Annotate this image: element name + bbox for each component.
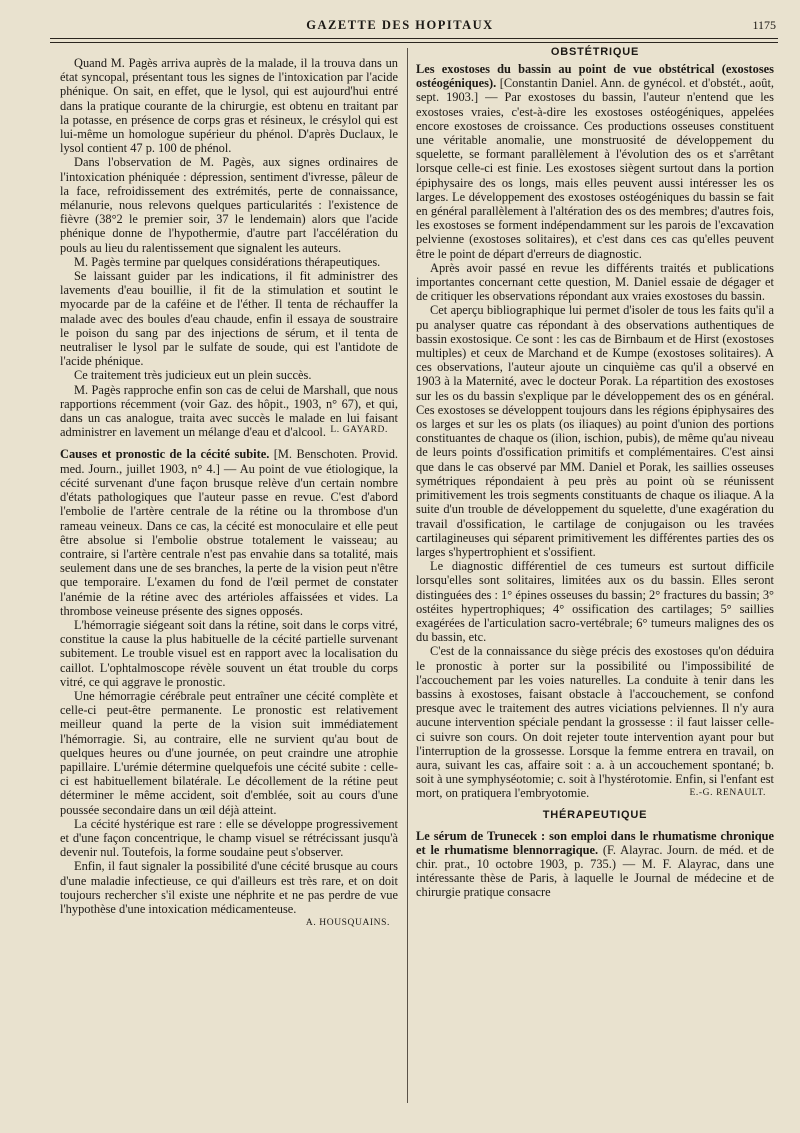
paragraph: Ce traitement très judicieux eut un plein succès. xyxy=(74,368,312,383)
paragraph: Dans l'observation de M. Pagès, aux signes ordinaires de l'intoxication phéniquée : dépression, sentiment d'ivresse, pâleur de la face, refroidissement des extrémités, perte de connaissance, mélanurie, nous relevons quelques particularités : l'existence de fièvre (38°2 le premier soir, 37 le lendemain) alors que l'acide phénique donne de l'hypothermie, d'autre part l'accélération du pouls au lieu du ralentissement que signalent les auteurs. xyxy=(60,155,398,255)
header-rule-thin xyxy=(50,42,778,43)
right-column xyxy=(416,46,774,900)
article-title: Les exostoses du bassin au point de vue obstétrical (exostoses ostéogéniques). xyxy=(416,62,774,91)
paragraph: — M. F. Alayrac, dans une intéressante thèse de Paris, à laquelle le Journal de médecine et de chirurgie pratique consacre xyxy=(416,856,774,900)
paragraph: Le diagnostic différentiel de ces tumeurs est surtout difficile lorsqu'elles sont solitaires, limitées aux os du bassin. Elles seront distinguées des : 1° épines osseuses du bassin; 2° fractures du bassin; 3° ostéites hypertrophiques; 4° ossification des cartilages; 5° saillies exagérées de l'articulation sacro-vertébrale; 6° tumeurs malignes des os du bassin, etc. xyxy=(416,559,774,645)
paragraph: Après avoir passé en revue les différents traités et publications importantes concernant cette question, M. Daniel essaie de dégager et de critiquer les observations répondant aux vraies exostoses du bassin. xyxy=(416,260,774,304)
article-citation: [M. Benschoten. Provid. med. Journ., juillet 1903, n° 4.] xyxy=(60,447,398,476)
section-heading-therapeutique: THÉRAPEUTIQUE xyxy=(542,808,648,821)
paragraph-text: C'est de la connaissance du siège précis des exostoses qu'on déduira le pronostic à porter sur la possibilité ou l'impossibilité de l'accouchement par les voies naturelles. La conduite à tenir dans les bassins à exostoses, faisant obstacle à l'accouchement, se confond presque avec le traitement des autres viciations pelviennes. Il n'y aura aucune intervention spéciale pendant la grossesse : il faut laisser celle-ci suivre son cours. On doit rejeter toute intervention ayant pour but l'interruption de la grossesse. Lorsque la femme entrera en travail, on aura, suivant les cas, affaire soit : a. à un accouchement spontané; b. soit à une symphyséotomie; c. soit à l'hystérotomie. Enfin, si l'enfant est mort, on pratiquera l'embryotomie. xyxy=(416,644,774,801)
paragraph: M. Pagès termine par quelques considérations thérapeutiques. xyxy=(74,254,381,269)
article-title: Le sérum de Trunecek : son emploi dans le rhumatisme chronique et le rhumatisme blennorragique. xyxy=(416,828,774,857)
author-signature: L. GAYARD. xyxy=(330,425,388,436)
article-causes-cecite xyxy=(60,447,398,617)
paragraph: Se laissant guider par les indications, il fit administrer des lavements d'eau bouillie, il fit de la stimulation et soutint le myocarde par de la caféine et de l'éther. Il tenta de réchauffer la malade avec des boules d'eau chaude, enfin il essaya de soustraire le poison du sang par des injections de sérum, et il tenta de neutraliser le lysol par le sulfate de soude, qui est l'antidote de l'acide phénique. xyxy=(60,269,398,369)
paragraph xyxy=(60,859,398,929)
author-signature: E.-G. RENAULT. xyxy=(689,788,766,799)
page-header-title: GAZETTE DES HOPITAUX xyxy=(306,18,494,32)
paragraph: La cécité hystérique est rare : elle se développe progressivement et d'une façon concentrique, le champ visuel se rétrécissant jusqu'à devenir nul. Toutefois, la forme soudaine peut s'observer. xyxy=(60,816,398,860)
article-serum-trunecek xyxy=(416,829,774,900)
paragraph: Cet aperçu bibliographique lui permet d'isoler de tous les faits qu'il a pu analyser quatre cas répondant à des observations authentiques de bassin exostosique. Ce sont : les cas de Birnbaum et de Hirst (exostoses multiples) et ceux de Marchand et de Kumpe (exostoses solitaires). A ces observations, l'auteur ajoute un cinquième cas qu'il a observé en 1903 à la Maternité, avec le docteur Porak. La répartition des exostoses sur les os du bassin s'explique par le développement des os en général. Ces exostoses se développent toujours dans les régions épiphysaires des os larges et sur les os plats (os iliaques) au point d'union des portions constituantes de chaque os (ilion, ischion, pubis), de même qu'au niveau de leurs points d'ossification primitifs et complémentaires. C'est ainsi que dans le cas observé par MM. Daniel et Porak, les saillies osseuses symétriques répondaient à peu près au point où se réunissent primitivement les trois segments constituants de chaque os iliaque. A la suite d'un trouble de développement du squelette, d'une exagération du travail d'ossification, le cartilage de conjugaison ou les travées cartilagineuses qui séparent primitivement les différentes parties des os larges s'hypertrophient et s'ossifient. xyxy=(416,303,774,559)
article-exostoses xyxy=(416,62,774,261)
paragraph: L'hémorragie siégeant soit dans la rétine, soit dans le corps vitré, constitue la cause la plus habituelle de la cécité partielle survenant subitement. Le trouble visuel est en rapport avec la localisation du caillot. L'ophtalmoscope révèle souvent un état trouble du corps vitré, ce qui aggrave le pronostic. xyxy=(60,617,398,689)
article-title: Causes et pronostic de la cécité subite. xyxy=(60,447,270,462)
paragraph: — Par exostoses du bassin, l'auteur n'entend que les exostoses vraies, c'est-à-dire les exostoses ostéogéniques, appelées encore exostoses de croissance. Ces productions osseuses constituent une véritable anomalie, une monstruosité de développement du squelette, se formant parallèlement à l'évolution des os et s'arrêtant lorsque celle-ci est finie. Les exostoses siègent surtout dans la portion épiphysaire des os longs, mais elles peuvent aussi intéresser les os larges. Le développement des exostoses ostéogéniques du bassin se fait en général parallèlement à l'altération des os des membres; d'autres fois, les exostoses se forment indépendamment sur les parois de l'excavation pelvienne (exostoses solitaires), et c'est dans ces cas qu'elles peuvent être le point de départ d'erreurs de diagnostic. xyxy=(416,90,774,261)
page-number: 1175 xyxy=(752,18,776,32)
paragraph: — Au point de vue étiologique, la cécité survenant d'une façon brusque relève d'un certain nombre d'états pathologiques que l'auteur passe en revue. C'est d'abord l'embolie de l'artère centrale de la rétine ou la thrombose d'un rameau veineux. Dans ce cas, la cécité est monoculaire et elle peut être absolue si l'embolie obstrue totalement le vaisseau; au contraire, si l'artère centrale n'est pas envahie dans sa totalité, mais seulement dans une de ses branches, la perte de la vision peut n'être que temporaire. L'examen du fond de l'œil permet de constater l'anémie de la rétine avec des artérioles affaissées et vides. La thrombose veineuse présente des signes opposés. xyxy=(60,461,398,618)
article-citation: (F. Alayrac. Journ. de méd. et de chir. prat., 10 octobre 1903, p. 735.) xyxy=(416,842,774,871)
paragraph: Quand M. Pagès arriva auprès de la malade, il la trouva dans un état syncopal, présentant tous les signes de l'intoxication par l'acide phénique. On sait, en effet, que le lysol, qui est aujourd'hui entré dans la pratique courante de la chirurgie, est obtenu en traitant par la potasse, en présence de corps gras et résineux, le crésylol qui est lui-même un homologue supérieur du phénol. D'après Duclaux, le lysol contient 47 p. 100 de phénol. xyxy=(60,56,398,156)
article-citation: [Constantin Daniel. Ann. de gynécol. et d'obstét., août, sept. 1903.] xyxy=(416,76,774,105)
section-heading-obstetrique: OBSTÉTRIQUE xyxy=(550,46,640,58)
paragraph-text: Enfin, il faut signaler la possibilité d'une cécité brusque au cours d'une maladie infectieuse, ce qui d'ailleurs est très rare, et on doit toujours rechercher s'il existe une néphrite et ne pas perdre de vue l'hypothèse d'une intoxication médicamenteuse. xyxy=(60,859,398,916)
paragraph: Une hémorragie cérébrale peut entraîner une cécité complète et celle-ci peut-être permanente. Le pronostic est relativement meilleur quand la perte de la vision suit immédiatement l'hémorragie. Si, au contraire, elle ne survient qu'au bout de quelques heures ou d'une journée, on peut craindre une atrophie papillaire. L'urémie détermine quelquefois une cécité subite : celle-ci est habituellement bilatérale. Le décollement de la rétine peut déterminer le même accident, soit d'emblée, soit au cours d'une poussée secondaire dans un œil déjà atteint. xyxy=(60,688,398,817)
left-column xyxy=(60,56,398,930)
header-rule-thick xyxy=(50,38,778,39)
paragraph: M. Pagès rapproche enfin son cas de celui de Marshall, que nous rapportions récemment (voir Gaz. des hôpit., 1903, n° 67), et qui, dans un cas analogue, traita avec succès le malade en lui faisant administrer en lavement un mélange d'eau et d'alcool. xyxy=(60,382,398,440)
paragraph xyxy=(416,644,774,800)
author-signature: A. HOUSQUAINS. xyxy=(305,918,390,929)
column-divider xyxy=(407,48,408,1103)
